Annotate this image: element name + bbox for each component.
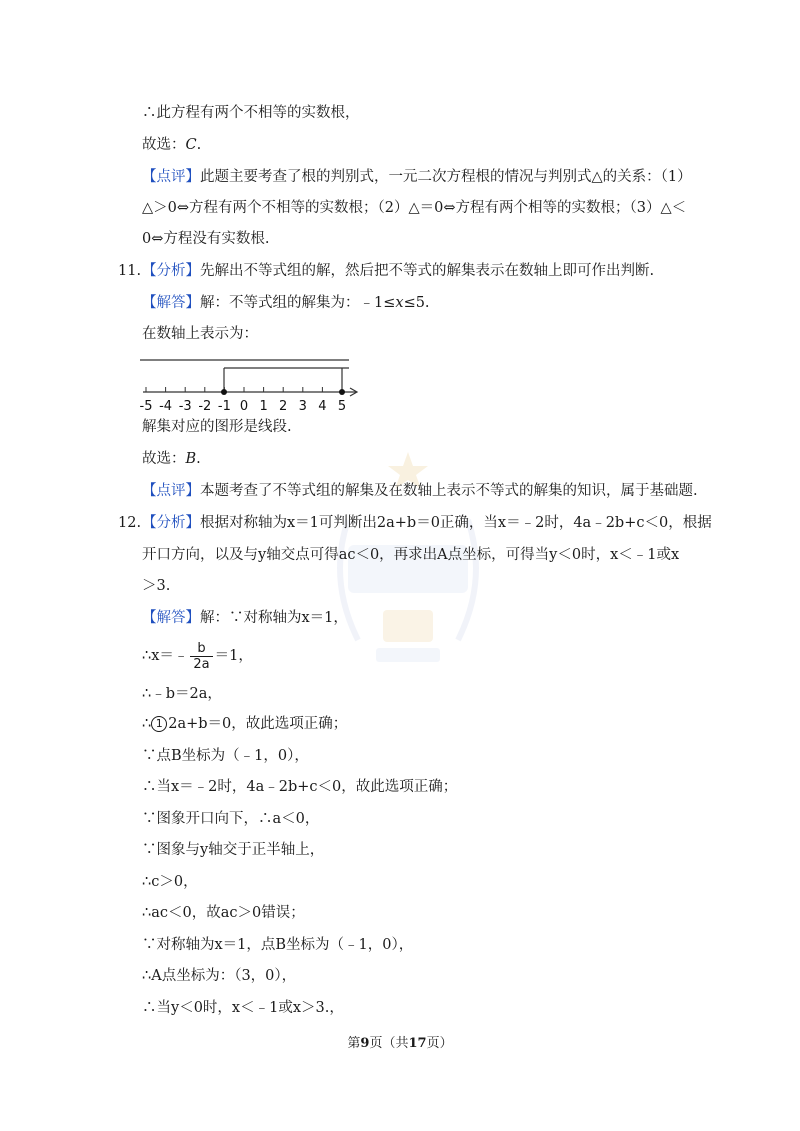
comment-tag: 【点评】 bbox=[142, 483, 200, 499]
tick-label: 3 bbox=[298, 399, 307, 414]
answer-text-pre: 解：不等式组的解集为：﹣1≤ bbox=[200, 295, 396, 311]
therefore-symbol: ∴ bbox=[142, 716, 152, 732]
text-line-1: ∴此方程有两个不相等的实数根， bbox=[142, 105, 360, 121]
answer-12-line-10: ∴ac＜0，故ac＞0错误； bbox=[142, 905, 305, 921]
comment-11 bbox=[142, 481, 698, 501]
choice-prefix: 故选： bbox=[142, 137, 186, 153]
footer-post: 页） bbox=[426, 1036, 453, 1051]
comment-10 bbox=[142, 167, 692, 187]
tick-label: -5 bbox=[139, 399, 153, 414]
page-footer bbox=[0, 1032, 800, 1051]
footer-page-number: 9 bbox=[360, 1036, 370, 1051]
choice-prefix: 故选： bbox=[142, 451, 186, 467]
tick-label: 5 bbox=[337, 399, 347, 414]
answer-12-fraction-line bbox=[142, 639, 253, 673]
answer-tag: 【解答】 bbox=[142, 610, 200, 626]
tick-label: 1 bbox=[259, 399, 268, 414]
choice-var: C bbox=[185, 137, 197, 153]
answer-12-line-11: ∵对称轴为x＝1，点B坐标为（﹣1，0）， bbox=[142, 937, 414, 953]
comment-tag: 【点评】 bbox=[142, 169, 200, 185]
footer-pre: 第 bbox=[347, 1036, 361, 1051]
footer-total-pages: 17 bbox=[408, 1036, 427, 1051]
fraction-denominator: 2a bbox=[193, 656, 210, 672]
circled-number-1: 1 bbox=[151, 716, 167, 732]
fraction-line-post: ＝1， bbox=[214, 648, 253, 664]
answer-12-line-5: ∵点B坐标为（﹣1，0）， bbox=[142, 748, 309, 764]
answer-12-line-8: ∵图象与y轴交于正半轴上， bbox=[142, 842, 325, 858]
tick-group bbox=[140, 387, 347, 414]
tick-label: -1 bbox=[217, 399, 231, 414]
answer-text-post: ≤5. bbox=[403, 295, 430, 311]
number-line-intro: 在数轴上表示为： bbox=[142, 326, 258, 342]
tick-label: 4 bbox=[318, 399, 327, 414]
fraction-b-over-2a bbox=[190, 641, 212, 672]
answer-12-line-7: ∵图象开口向下，∴a＜0， bbox=[142, 811, 320, 827]
choice-var: B bbox=[185, 451, 197, 467]
answer-var: x bbox=[395, 295, 404, 311]
comment-10-line-3: 0⇔方程没有实数根. bbox=[142, 231, 270, 247]
text-line-choice-c bbox=[142, 135, 201, 155]
answer-12-line-4 bbox=[142, 714, 347, 734]
text-line-choice-b bbox=[142, 449, 201, 469]
comment-10-line-2: △＞0⇔方程有两个不相等的实数根；（2）△＝0⇔方程有两个相等的实数根；（3）△＜ bbox=[142, 200, 687, 216]
answer-12-line-6: ∴当x＝﹣2时，4a﹣2b+c＜0，故此选项正确； bbox=[142, 779, 458, 795]
question-number-12: 12. bbox=[118, 515, 142, 531]
fraction-numerator: b bbox=[190, 641, 212, 657]
tick-label: -2 bbox=[198, 399, 212, 414]
analysis-tag: 【分析】 bbox=[142, 515, 200, 531]
analysis-11 bbox=[142, 261, 654, 281]
tick-label: 2 bbox=[279, 399, 288, 414]
analysis-12-line-2: 开口方向，以及与y轴交点可得ac＜0，再求出A点坐标，可得当y＜0时，x＜﹣1或x bbox=[142, 547, 680, 563]
tick-label: -4 bbox=[159, 399, 173, 414]
answer-text: 解：∵对称轴为x＝1， bbox=[200, 610, 348, 626]
fraction-line-pre: ∴x＝﹣ bbox=[142, 648, 189, 664]
answer-12-line-13: ∴当y＜0时，x＜﹣1或x＞3.， bbox=[142, 1000, 344, 1016]
analysis-12 bbox=[142, 513, 712, 533]
comment-text: 本题考查了不等式组的解集及在数轴上表示不等式的解集的知识，属于基础题. bbox=[200, 483, 698, 499]
statement-text: 2a+b＝0，故此选项正确； bbox=[168, 716, 348, 732]
analysis-tag: 【分析】 bbox=[142, 263, 200, 279]
comment-text: 此题主要考查了根的判别式，一元二次方程根的情况与判别式△的关系：（1） bbox=[200, 169, 692, 185]
tick-label: 0 bbox=[239, 399, 249, 414]
choice-suffix: . bbox=[196, 451, 201, 467]
number-line-figure bbox=[138, 348, 368, 418]
tick-label: -3 bbox=[178, 399, 192, 414]
segment-conclusion: 解集对应的图形是线段. bbox=[142, 419, 292, 435]
question-number-11: 11. bbox=[118, 263, 142, 279]
answer-11 bbox=[142, 293, 430, 313]
answer-12-line-12: ∴A点坐标为：（3，0）， bbox=[142, 968, 297, 984]
footer-mid: 页（共 bbox=[369, 1036, 409, 1051]
analysis-text: 根据对称轴为x＝1可判断出2a+b＝0正确，当x＝﹣2时，4a﹣2b+c＜0，根据 bbox=[200, 515, 712, 531]
choice-suffix: . bbox=[196, 137, 202, 153]
analysis-text: 先解出不等式组的解，然后把不等式的解集表示在数轴上即可作出判断. bbox=[200, 263, 655, 279]
answer-12-line-3: ∴﹣b＝2a， bbox=[142, 686, 222, 702]
answer-12 bbox=[142, 608, 348, 628]
answer-12-line-9: ∴c＞0， bbox=[142, 874, 198, 890]
analysis-12-line-3: ＞3. bbox=[142, 578, 171, 594]
endpoint-5 bbox=[339, 389, 345, 395]
answer-tag: 【解答】 bbox=[142, 295, 200, 311]
endpoint-minus-1 bbox=[221, 389, 227, 395]
